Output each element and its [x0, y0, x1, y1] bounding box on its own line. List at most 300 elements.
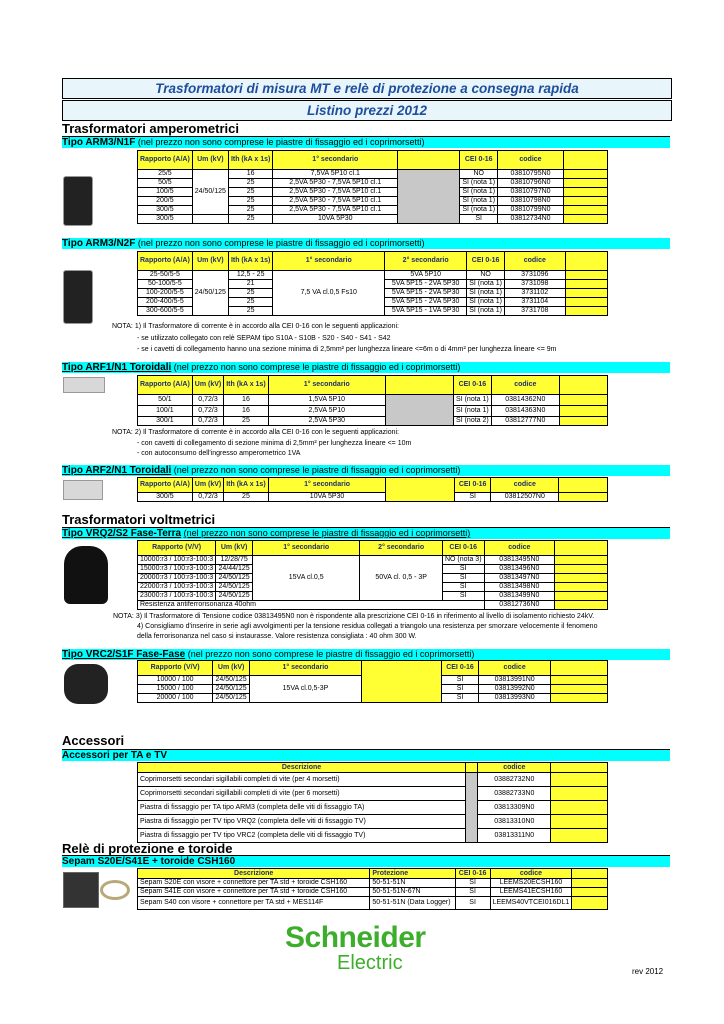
- table-cell: 3731104: [504, 298, 565, 307]
- table-cell: 03813498N0: [484, 583, 555, 592]
- document-title-box: [62, 78, 672, 99]
- band-note: (nel prezzo non sono comprese le piastre di fissaggio ed i coprimorsetti): [183, 528, 471, 538]
- table-cell: NO: [460, 170, 498, 179]
- table-cell: 2,5VA 5P30 - 7,5VA 5P10 cl.1: [273, 179, 398, 188]
- col-um: Um (kV): [192, 151, 228, 170]
- table-cell: [555, 565, 608, 574]
- table-cell: 03813310N0: [478, 815, 551, 829]
- note-4: 4) Consigliamo d'inserire in serie agli avvolgimenti per la tensione residua collegati a triangolo una resistenza per smorzare velocemente il fenomeno: [137, 623, 598, 630]
- table-cell: Um (kV): [192, 478, 223, 493]
- table-cell: 3731102: [504, 289, 565, 298]
- table-cell: 22000:r3 / 100:r3-100:3: [138, 583, 216, 592]
- table-cell: CEI 0-16: [442, 661, 479, 676]
- table-cell: Um (kV): [216, 541, 253, 556]
- table-cell: 25-50/5-5: [138, 271, 193, 280]
- table-cell: 15VA cl.0,5-3P: [250, 676, 362, 703]
- table-cell: 03813497N0: [484, 574, 555, 583]
- table-cell: 300/5: [138, 206, 193, 215]
- table-cell: [551, 787, 608, 801]
- table-row: [138, 215, 608, 224]
- table-cell: Descrizione: [138, 763, 466, 773]
- table-cell: SI (nota 1): [454, 395, 492, 406]
- table-cell: 03810798N0: [498, 197, 564, 206]
- table-cell: [385, 395, 453, 426]
- col-cei: CEI 0-16: [460, 151, 498, 170]
- note-2b: - con autoconsumo dell'ingresso amperometrico 1VA: [137, 450, 301, 457]
- table-cell: 7,5 VA cl.0,5 Fs10: [273, 271, 385, 316]
- band-note: (nel prezzo non sono comprese le piastre di fissaggio ed i coprimorsetti): [173, 465, 461, 475]
- table-cell: 5VA 5P15 - 2VA 5P30: [385, 298, 467, 307]
- col-price: [563, 151, 607, 170]
- table-cell: 300/1: [138, 417, 193, 426]
- col-codice: codice: [498, 151, 564, 170]
- table-cell: [551, 829, 608, 843]
- table-cell: [385, 376, 453, 395]
- table-cell: 03813495N0: [484, 556, 555, 565]
- table-cell: SI: [455, 879, 490, 888]
- table-cell: 12,5 - 25: [228, 271, 272, 280]
- table-cell: Rapporto (A/A): [138, 478, 193, 493]
- table-cell: 200-400/5-5: [138, 298, 193, 307]
- table-cell: Rapporto (A/A): [138, 252, 193, 271]
- table-cell: [572, 888, 608, 897]
- table-arf2n1: [137, 477, 608, 502]
- table-cell: 3731098: [504, 280, 565, 289]
- table-cell: 25: [228, 179, 272, 188]
- table-cell: Piastra di fissaggio per TA tipo ARM3 (completa delle viti di fissaggio TA): [138, 801, 466, 815]
- table-sepam: [137, 868, 608, 910]
- table-cell: [563, 197, 607, 206]
- note-2: NOTA: 2) Il Trasformatore di corrente è in accordo alla CEI 0-16 con le seguenti applicazioni:: [112, 429, 400, 436]
- table-cell: 1° secondario: [273, 252, 385, 271]
- table-cell: [551, 661, 608, 676]
- table-cell: codice: [478, 661, 551, 676]
- table-cell: SI: [455, 493, 491, 502]
- band-vrc2: [62, 649, 670, 660]
- table-arf1n1: [137, 375, 608, 426]
- band-note: (nel prezzo non sono comprese le piastre di fissaggio ed i coprimorsetti): [137, 137, 425, 147]
- table-cell: codice: [504, 252, 565, 271]
- table-row: [138, 879, 608, 888]
- note-1b: - se i cavetti di collegamento hanno una sezione minima di 2,5mm² per lunghezza lineare <=6m o di 4mm² per lunghezza lineare <= 9m: [137, 346, 557, 353]
- table-cell: [555, 541, 608, 556]
- band-note: (nel prezzo non sono comprese le piastre di fissaggio ed i coprimorsetti): [187, 649, 475, 659]
- table-row: [138, 773, 608, 787]
- table-cell: 300/5: [138, 493, 193, 502]
- table-cell: 300/5: [138, 215, 193, 224]
- section-amperometrici: Trasformatori amperometrici: [62, 121, 240, 136]
- table-cell: [555, 601, 608, 610]
- table-cell: [565, 289, 607, 298]
- table-row: [138, 395, 608, 406]
- table-cell: Coprimorsetti secondari sigillabili completi di vite (per 4 morsetti): [138, 773, 466, 787]
- table-cell: [555, 574, 608, 583]
- table-cell: 25: [228, 289, 272, 298]
- table-row: [138, 417, 608, 426]
- table-cell: Descrizione: [138, 869, 370, 879]
- um-cell: 24/50/125: [192, 170, 228, 215]
- table-cell: 24/50/125: [192, 271, 228, 316]
- table-cell: Sepam S41E con visore + connettore per TA std + toroide CSH160: [138, 888, 370, 897]
- table-row: [138, 601, 608, 610]
- band-title: Tipo VRQ2/S2 Fase-Terra: [62, 528, 182, 539]
- table-cell: LEEMS40VTCEI016DL1: [490, 897, 572, 910]
- table-cell: Um (kV): [192, 252, 228, 271]
- table-cell: 25: [228, 307, 272, 316]
- table-cell: [559, 478, 608, 493]
- toroid-arf1-image: [63, 377, 105, 393]
- price-list-title-box: [62, 100, 672, 121]
- table-cell: [565, 252, 607, 271]
- table-cell: 25: [228, 188, 272, 197]
- table-cell: [551, 801, 608, 815]
- table-cell: 24/50/125: [213, 676, 250, 685]
- table-cell: codice: [478, 763, 551, 773]
- table-cell: 15000 / 100: [138, 685, 213, 694]
- table-cell: 25: [228, 298, 272, 307]
- table-cell: SI (nota 1): [460, 179, 498, 188]
- logo-schneider-text: Schneider: [285, 921, 426, 954]
- table-cell: SI: [442, 685, 479, 694]
- table-cell: 24/50/125: [216, 574, 253, 583]
- table-cell: 5VA 5P10: [385, 271, 467, 280]
- transformer-arm3n1f-image: [63, 176, 93, 226]
- table-cell: 0,72/3: [192, 417, 223, 426]
- table-cell: 10VA 5P30: [273, 215, 398, 224]
- table-cell: 5VA 5P15 - 2VA 5P30: [385, 280, 467, 289]
- table-row: [138, 888, 608, 897]
- table-cell: 3731708: [504, 307, 565, 316]
- table-cell: 25/5: [138, 170, 193, 179]
- table-cell: 2,5VA 5P30: [268, 417, 385, 426]
- table-cell: 25: [224, 417, 268, 426]
- note-1: NOTA: 1) Il Trasformatore di corrente è in accordo alla CEI 0-16 con le seguenti applicazioni:: [112, 323, 400, 330]
- table-row: [138, 556, 608, 565]
- table-cell: 2,5VA 5P30 - 7,5VA 5P10 cl.1: [273, 188, 398, 197]
- table-cell: [559, 417, 607, 426]
- table-cell: 50-51-51N (Data Logger): [370, 897, 455, 910]
- table-cell: 23000:r3 / 100:r3-100:3: [138, 592, 216, 601]
- table-cell: codice: [490, 869, 572, 879]
- table-cell: 03812777N0: [491, 417, 559, 426]
- table-cell: 3731096: [504, 271, 565, 280]
- col-blank: [398, 151, 460, 170]
- table-cell: SI: [442, 583, 484, 592]
- table-cell: codice: [484, 541, 555, 556]
- table-cell: 5VA 5P15 - 1VA 5P30: [385, 307, 467, 316]
- table-cell: 2,5VA 5P10: [268, 406, 385, 417]
- table-cell: [361, 661, 441, 703]
- table-cell: [551, 676, 608, 685]
- table-cell: [551, 773, 608, 787]
- table-cell: SI: [442, 694, 479, 703]
- table-cell: SI (nota 1): [467, 289, 505, 298]
- table-cell: 25: [228, 206, 272, 215]
- table-cell: [559, 395, 607, 406]
- table-cell: 50-51-51N: [370, 879, 455, 888]
- table-cell: SI: [442, 592, 484, 601]
- table-cell: 12/28/75: [216, 556, 253, 565]
- table-cell: 03813311N0: [478, 829, 551, 843]
- table-cell: 03812734N0: [498, 215, 564, 224]
- table-cell: [466, 773, 478, 843]
- table-cell: Piastra di fissaggio per TV tipo VRC2 (completa delle viti di fissaggio TV): [138, 829, 466, 843]
- table-cell: Rapporto (V/V): [138, 541, 216, 556]
- toroid-csh160-image: [100, 880, 130, 900]
- document-title: Trasformatori di misura MT e relè di protezione a consegna rapida: [155, 81, 579, 96]
- table-cell: [559, 406, 607, 417]
- table-cell: 03813309N0: [478, 801, 551, 815]
- band-arm3n2f: [62, 238, 670, 249]
- table-cell: [551, 815, 608, 829]
- table-cell: [559, 376, 607, 395]
- table-arm3n1f: [137, 150, 608, 224]
- table-cell: Rapporto (V/V): [138, 661, 213, 676]
- band-note: (nel prezzo non sono comprese le piastre di fissaggio ed i coprimorsetti): [173, 362, 461, 372]
- note-4b: della ferrorisonanza nel caso si instaurasse. Valore resistenza consigliata : 40 ohm 300 W.: [137, 633, 417, 640]
- table-cell: [555, 583, 608, 592]
- table-cell: 25: [228, 215, 272, 224]
- table-cell: 2,5VA 5P30 - 7,5VA 5P10 cl.1: [273, 206, 398, 215]
- band-title: Sepam S20E/S41E + toroide CSH160: [62, 856, 236, 867]
- table-cell: Ith (kA x 1s): [224, 376, 268, 395]
- transformer-arm3n2f-image: [63, 270, 93, 324]
- table-cell: LEEMS20ECSH160: [490, 879, 572, 888]
- table-cell: [559, 493, 608, 502]
- table-cell: 03813993N0: [478, 694, 551, 703]
- table-cell: 03810796N0: [498, 179, 564, 188]
- table-cell: 7,5VA 5P10 cl.1: [273, 170, 398, 179]
- table-cell: 24/50/125: [213, 694, 250, 703]
- band-title: Tipo ARM3/N1F: [62, 137, 136, 148]
- table-cell: Um (kV): [213, 661, 250, 676]
- table-cell: CEI 0-16: [455, 869, 490, 879]
- table-cell: 0,72/3: [192, 493, 223, 502]
- table-cell: 03812736N0: [484, 601, 555, 610]
- band-sepam: [62, 856, 670, 867]
- table-cell: SI (nota 2): [454, 417, 492, 426]
- table-cell: 1,5VA 5P10: [268, 395, 385, 406]
- table-cell: 03813499N0: [484, 592, 555, 601]
- table-cell: 16: [228, 170, 272, 179]
- table-cell: [555, 592, 608, 601]
- table-row: [138, 787, 608, 801]
- table-cell: SI (nota 1): [460, 197, 498, 206]
- table-cell: Sepam S20E con visore + connettore per TA std + toroide CSH160: [138, 879, 370, 888]
- table-cell: 50VA cl. 0,5 - 3P: [360, 556, 443, 601]
- revision-label: rev 2012: [632, 967, 664, 976]
- note-1a: - se utilizzato collegato con relè SEPAM tipo S10A - S10B - S20 - S40 - S41 - S42: [137, 335, 391, 342]
- table-cell: LEEMS41ECSH160: [490, 888, 572, 897]
- table-accessori: [137, 762, 608, 843]
- table-cell: 03813991N0: [478, 676, 551, 685]
- table-cell: 2,5VA 5P30 - 7,5VA 5P10 cl.1: [273, 197, 398, 206]
- table-cell: CEI 0-16: [455, 478, 491, 493]
- table-cell: [563, 215, 607, 224]
- col-rapporto: Rapporto (A/A): [138, 151, 193, 170]
- table-cell: 5VA 5P15 - 2VA 5P30: [385, 289, 467, 298]
- table-cell: NO: [467, 271, 505, 280]
- table-row: [138, 406, 608, 417]
- table-cell: [551, 694, 608, 703]
- section-voltmetrici: Trasformatori voltmetrici: [62, 512, 216, 527]
- table-cell: NO (nota 3): [442, 556, 484, 565]
- table-arm3n2f: [137, 251, 608, 316]
- table-cell: Rapporto (A/A): [138, 376, 193, 395]
- table-cell: CEI 0-16: [442, 541, 484, 556]
- band-title: Accessori per TA e TV: [62, 750, 168, 761]
- table-cell: [572, 897, 608, 910]
- col-sec1: 1° secondario: [273, 151, 398, 170]
- table-cell: [563, 170, 607, 179]
- table-cell: [192, 215, 228, 224]
- band-title: Tipo ARF2/N1 Toroidali: [62, 465, 172, 476]
- band-title: Tipo ARM3/N2F: [62, 238, 136, 249]
- table-cell: 03882733N0: [478, 787, 551, 801]
- band-title: Tipo VRC2/S1F Fase-Fase: [62, 649, 186, 660]
- table-vrc2: [137, 660, 608, 703]
- table-cell: 03814363N0: [491, 406, 559, 417]
- table-cell: 50-100/5-5: [138, 280, 193, 289]
- table-cell: 15000:r3 / 100:r3-100:3: [138, 565, 216, 574]
- table-cell: Coprimorsetti secondari sigillabili completi di vite (per 6 morsetti): [138, 787, 466, 801]
- table-cell: SI: [442, 574, 484, 583]
- table-cell: [466, 763, 478, 773]
- table-cell: Sepam S40 con visore + connettore per TA std + MES114F: [138, 897, 370, 910]
- table-cell: 15VA cl.0,5: [253, 556, 360, 601]
- table-cell: [555, 556, 608, 565]
- table-cell: Protezione: [370, 869, 455, 879]
- table-cell: 16: [224, 406, 268, 417]
- table-cell: 20000:r3 / 100:r3-100:3: [138, 574, 216, 583]
- table-cell: 16: [224, 395, 268, 406]
- band-title: Tipo ARF1/N1 Toroidali: [62, 362, 172, 373]
- table-row: [138, 170, 608, 179]
- table-cell: SI: [442, 676, 479, 685]
- table-cell: [572, 879, 608, 888]
- table-cell: 24/44/125: [216, 565, 253, 574]
- table-cell: SI (nota 1): [460, 188, 498, 197]
- table-cell: 1° secondario: [268, 376, 385, 395]
- table-cell: 03810797N0: [498, 188, 564, 197]
- table-cell: 25: [228, 197, 272, 206]
- table-cell: 2° secondario: [360, 541, 443, 556]
- logo-electric-text: Electric: [337, 952, 403, 974]
- section-accessori: Accessori: [62, 733, 125, 748]
- table-cell: [563, 206, 607, 215]
- transformer-vrq2-image: [64, 546, 108, 604]
- toroid-arf2-image: [63, 480, 103, 500]
- table-cell: SI: [455, 897, 490, 910]
- table-cell: 10000:r3 / 100:r3-100:3: [138, 556, 216, 565]
- table-cell: 24/50/125: [216, 592, 253, 601]
- table-row: [138, 271, 608, 280]
- table-cell: [565, 271, 607, 280]
- table-cell: CEI 0-16: [454, 376, 492, 395]
- note-3: NOTA: 3) Il Trasformatore di Tensione codice 03813495N0 non è rispondente alla prescrizione CEI 0-16 in riferimento al livello di isolamento richiesto 24kV.: [113, 613, 595, 620]
- table-row: [138, 493, 608, 502]
- table-cell: 300-600/5-5: [138, 307, 193, 316]
- table-cell: SI (nota 1): [460, 206, 498, 215]
- section-rele: Relè di protezione e toroide: [62, 841, 233, 856]
- band-arf1n1: [62, 362, 670, 373]
- table-cell: 10VA 5P30: [268, 493, 386, 502]
- table-cell: 200/5: [138, 197, 193, 206]
- table-cell: 1° secondario: [268, 478, 386, 493]
- table-cell: 0,72/3: [192, 395, 223, 406]
- table-cell: SI (nota 1): [467, 307, 505, 316]
- table-cell: [565, 280, 607, 289]
- band-vrq2: [62, 528, 670, 539]
- table-cell: SI: [455, 888, 490, 897]
- table-cell: [551, 685, 608, 694]
- table-cell: 1° secondario: [250, 661, 362, 676]
- band-accessori: [62, 750, 670, 761]
- table-cell: 50/1: [138, 395, 193, 406]
- note-2a: - con cavetti di collegamento di sezione minima di 2,5mm² per lunghezza lineare <= 10m: [137, 440, 412, 447]
- table-cell: 03813992N0: [478, 685, 551, 694]
- table-cell: [572, 869, 608, 879]
- table-cell: 20000 / 100: [138, 694, 213, 703]
- table-cell: Ith (kA x 1s): [228, 252, 272, 271]
- table-cell: SI: [442, 565, 484, 574]
- table-cell: 0,72/3: [192, 406, 223, 417]
- resist-label: Resistenza antiferrorisonanza 40ohm: [138, 601, 485, 610]
- table-cell: SI (nota 1): [467, 280, 505, 289]
- table-cell: [565, 298, 607, 307]
- table-cell: 24/50/125: [216, 583, 253, 592]
- band-note: (nel prezzo non sono comprese le piastre di fissaggio ed i coprimorsetti): [137, 238, 425, 248]
- table-cell: SI: [460, 215, 498, 224]
- table-cell: 25: [224, 493, 268, 502]
- table-cell: codice: [491, 376, 559, 395]
- table-cell: [565, 307, 607, 316]
- transformer-vrc2-image: [64, 664, 108, 704]
- table-cell: Um (kV): [192, 376, 223, 395]
- table-cell: codice: [491, 478, 559, 493]
- table-cell: CEI 0-16: [467, 252, 505, 271]
- col-ith: Ith (kA x 1s): [228, 151, 272, 170]
- table-cell: [386, 478, 455, 502]
- table-cell: 03812507N0: [491, 493, 559, 502]
- table-cell: 50-51-51N-67N: [370, 888, 455, 897]
- table-cell: 50/5: [138, 179, 193, 188]
- table-cell: SI (nota 1): [467, 298, 505, 307]
- table-cell: 2° secondario: [385, 252, 467, 271]
- table-cell: [398, 170, 460, 224]
- sepam-relay-image: [63, 872, 99, 908]
- table-cell: Ith (kA x 1s): [224, 478, 268, 493]
- table-cell: 03810799N0: [498, 206, 564, 215]
- band-arf2n1: [62, 465, 670, 476]
- table-row: [138, 815, 608, 829]
- table-cell: [551, 763, 608, 773]
- table-cell: SI (nota 1): [454, 406, 492, 417]
- table-cell: 03814362N0: [491, 395, 559, 406]
- price-list-title: Listino prezzi 2012: [306, 103, 428, 118]
- table-cell: 100/5: [138, 188, 193, 197]
- table-cell: Piastra di fissaggio per TV tipo VRQ2 (completa delle viti di fissaggio TV): [138, 815, 466, 829]
- table-cell: 24/50/125: [213, 685, 250, 694]
- table-cell: 100/1: [138, 406, 193, 417]
- table-cell: 100-200/5-5: [138, 289, 193, 298]
- table-cell: 21: [228, 280, 272, 289]
- band-arm3n1f: [62, 137, 670, 148]
- table-vrq2: [137, 540, 608, 610]
- table-cell: 03813496N0: [484, 565, 555, 574]
- table-cell: [563, 179, 607, 188]
- table-cell: 03810795N0: [498, 170, 564, 179]
